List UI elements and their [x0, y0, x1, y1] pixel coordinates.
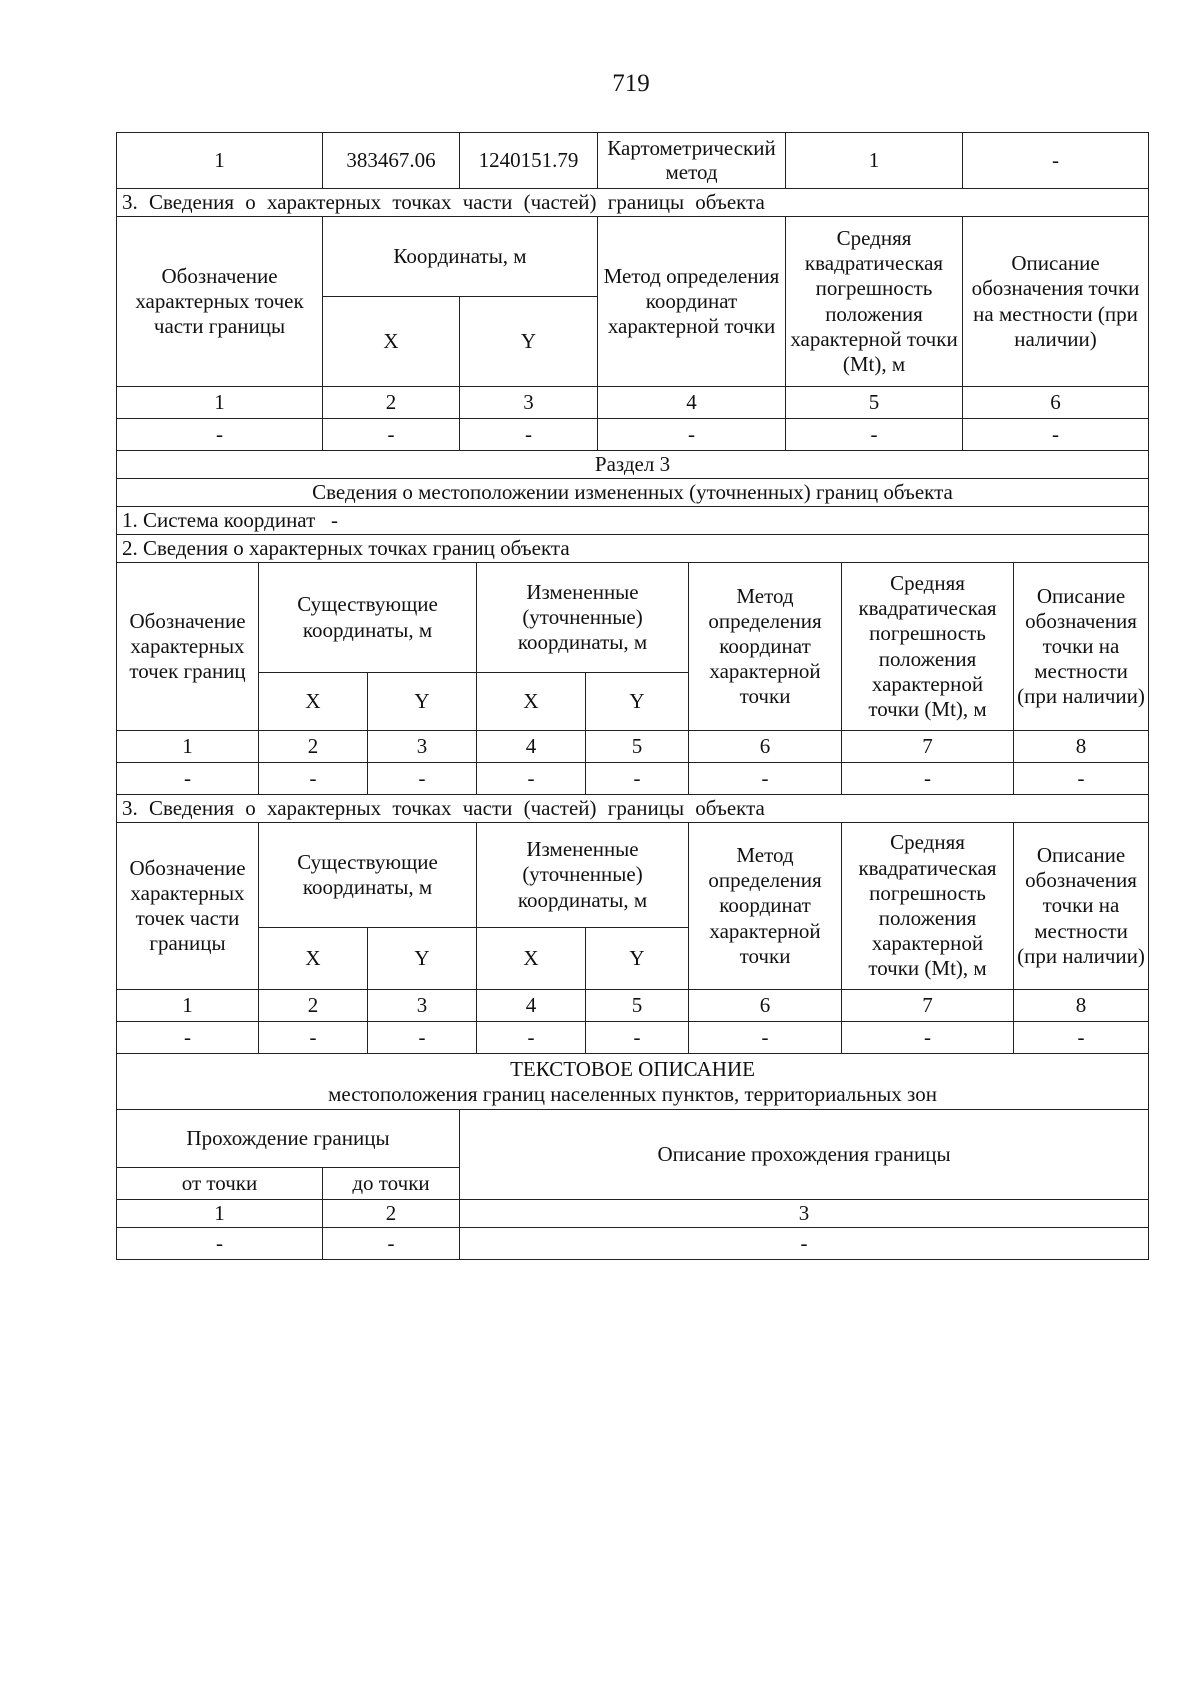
empty-cell: -	[586, 763, 689, 795]
empty-cell: -	[586, 1022, 689, 1054]
header-changed-coords: Измененные (уточненные) координаты, м	[477, 823, 689, 928]
empty-cell: -	[842, 763, 1014, 795]
column-number: 4	[477, 990, 586, 1022]
empty-cell: -	[117, 1228, 323, 1260]
table-row	[117, 133, 1149, 189]
section-subheading: Сведения о местоположении измененных (уточненных) границ объекта	[117, 479, 1149, 507]
table-row	[117, 419, 1149, 451]
column-numbers-row	[117, 731, 1149, 763]
document-body	[116, 132, 1148, 1260]
header-y: Y	[368, 673, 477, 731]
empty-cell: -	[1014, 763, 1149, 795]
column-number: 7	[842, 990, 1014, 1022]
header-description: Описание обозначения точки на местности (при наличии)	[1014, 823, 1149, 990]
cell-description: -	[963, 133, 1149, 189]
header-y: Y	[460, 297, 598, 387]
header-x: X	[477, 928, 586, 990]
column-number: 7	[842, 731, 1014, 763]
header-passage: Прохождение границы	[117, 1110, 460, 1168]
header-x: X	[323, 297, 460, 387]
column-number: 5	[586, 731, 689, 763]
empty-cell: -	[689, 1022, 842, 1054]
column-number: 3	[368, 731, 477, 763]
header-from-point: от точки	[117, 1168, 323, 1200]
column-number: 1	[117, 731, 259, 763]
cell-error: 1	[786, 133, 963, 189]
table-section3-points	[116, 562, 1149, 1054]
header-row	[117, 563, 1149, 673]
header-x: X	[477, 673, 586, 731]
empty-cell: -	[786, 419, 963, 451]
header-x: X	[259, 673, 368, 731]
header-x: X	[259, 928, 368, 990]
header-description: Описание обозначения точки на местности (при наличии)	[1014, 563, 1149, 731]
table-row	[117, 1022, 1149, 1054]
column-number: 2	[323, 1200, 460, 1228]
header-row	[117, 1110, 1149, 1168]
column-number: 6	[963, 387, 1149, 419]
coord-system-row	[117, 507, 1149, 535]
empty-cell: -	[477, 763, 586, 795]
header-error: Средняя квадратическая погрешность положения характерной точки (Mt), м	[786, 217, 963, 387]
column-number: 2	[323, 387, 460, 419]
empty-cell: -	[689, 763, 842, 795]
header-method: Метод определения координат характерной точки	[689, 563, 842, 731]
column-numbers-row	[117, 990, 1149, 1022]
header-designation: Обозначение характерных точек части границы	[117, 823, 259, 990]
section-title-row	[117, 189, 1149, 217]
empty-cell: -	[117, 419, 323, 451]
header-description: Описание обозначения точки на местности (при наличии)	[963, 217, 1149, 387]
section-subheading-row	[117, 479, 1149, 507]
empty-cell: -	[598, 419, 786, 451]
section-title: 3. Сведения о характерных точках части (частей) границы объекта	[117, 795, 1149, 823]
header-y: Y	[586, 673, 689, 731]
header-error: Средняя квадратическая погрешность положения характерной точки (Mt), м	[842, 563, 1014, 731]
header-passage-description: Описание прохождения границы	[460, 1110, 1149, 1200]
column-number: 4	[477, 731, 586, 763]
cell-y-value: 1240151.79	[460, 133, 598, 189]
header-y: Y	[368, 928, 477, 990]
column-number: 5	[786, 387, 963, 419]
section-heading-row	[117, 451, 1149, 479]
empty-cell: -	[259, 763, 368, 795]
column-number: 1	[117, 387, 323, 419]
column-number: 1	[117, 1200, 323, 1228]
header-error: Средняя квадратическая погрешность положения характерной точки (Mt), м	[842, 823, 1014, 990]
empty-cell: -	[117, 763, 259, 795]
page-number: 719	[612, 70, 650, 97]
empty-cell: -	[460, 1228, 1149, 1260]
text-desc-subtitle: местоположения границ населенных пунктов, территориальных зон	[328, 1081, 937, 1106]
text-desc-heading	[117, 1054, 1149, 1110]
header-row	[117, 823, 1149, 928]
section-title-row	[117, 795, 1149, 823]
section-heading: Раздел 3	[117, 451, 1149, 479]
header-coordinates: Координаты, м	[323, 217, 598, 297]
column-number: 5	[586, 990, 689, 1022]
column-number: 8	[1014, 731, 1149, 763]
column-number: 2	[259, 990, 368, 1022]
empty-cell: -	[477, 1022, 586, 1054]
column-number: 1	[117, 990, 259, 1022]
empty-cell: -	[117, 1022, 259, 1054]
header-row	[117, 217, 1149, 297]
cell-point-number: 1	[117, 133, 323, 189]
points-title: 2. Сведения о характерных точках границ объекта	[117, 535, 1149, 563]
column-number: 3	[368, 990, 477, 1022]
column-numbers-row	[117, 387, 1149, 419]
column-number: 4	[598, 387, 786, 419]
empty-cell: -	[323, 1228, 460, 1260]
empty-cell: -	[323, 419, 460, 451]
header-changed-coords: Измененные (уточненные) координаты, м	[477, 563, 689, 673]
text-desc-heading-row	[117, 1054, 1149, 1110]
empty-cell: -	[1014, 1022, 1149, 1054]
empty-cell: -	[842, 1022, 1014, 1054]
header-y: Y	[586, 928, 689, 990]
table-section2-parts	[116, 132, 1149, 563]
empty-cell: -	[368, 1022, 477, 1054]
column-number: 6	[689, 990, 842, 1022]
column-number: 3	[460, 387, 598, 419]
header-designation: Обозначение характерных точек части границы	[117, 217, 323, 387]
points-title-row	[117, 535, 1149, 563]
empty-cell: -	[460, 419, 598, 451]
cell-x-value: 383467.06	[323, 133, 460, 189]
table-row	[117, 763, 1149, 795]
empty-cell: -	[963, 419, 1149, 451]
column-number: 2	[259, 731, 368, 763]
column-number: 6	[689, 731, 842, 763]
column-number: 3	[460, 1200, 1149, 1228]
header-existing-coords: Существующие координаты, м	[259, 823, 477, 928]
text-desc-title: ТЕКСТОВОЕ ОПИСАНИЕ	[510, 1057, 755, 1082]
coord-system: 1. Система координат -	[117, 507, 1149, 535]
cell-method: Картометрический метод	[598, 133, 786, 189]
empty-cell: -	[259, 1022, 368, 1054]
header-to-point: до точки	[323, 1168, 460, 1200]
column-numbers-row	[117, 1200, 1149, 1228]
empty-cell: -	[368, 763, 477, 795]
section-title: 3. Сведения о характерных точках части (частей) границы объекта	[117, 189, 1149, 217]
header-designation: Обозначение характерных точек границ	[117, 563, 259, 731]
header-method: Метод определения координат характерной точки	[598, 217, 786, 387]
table-row	[117, 1228, 1149, 1260]
header-existing-coords: Существующие координаты, м	[259, 563, 477, 673]
table-text-description	[116, 1053, 1149, 1260]
header-method: Метод определения координат характерной точки	[689, 823, 842, 990]
column-number: 8	[1014, 990, 1149, 1022]
